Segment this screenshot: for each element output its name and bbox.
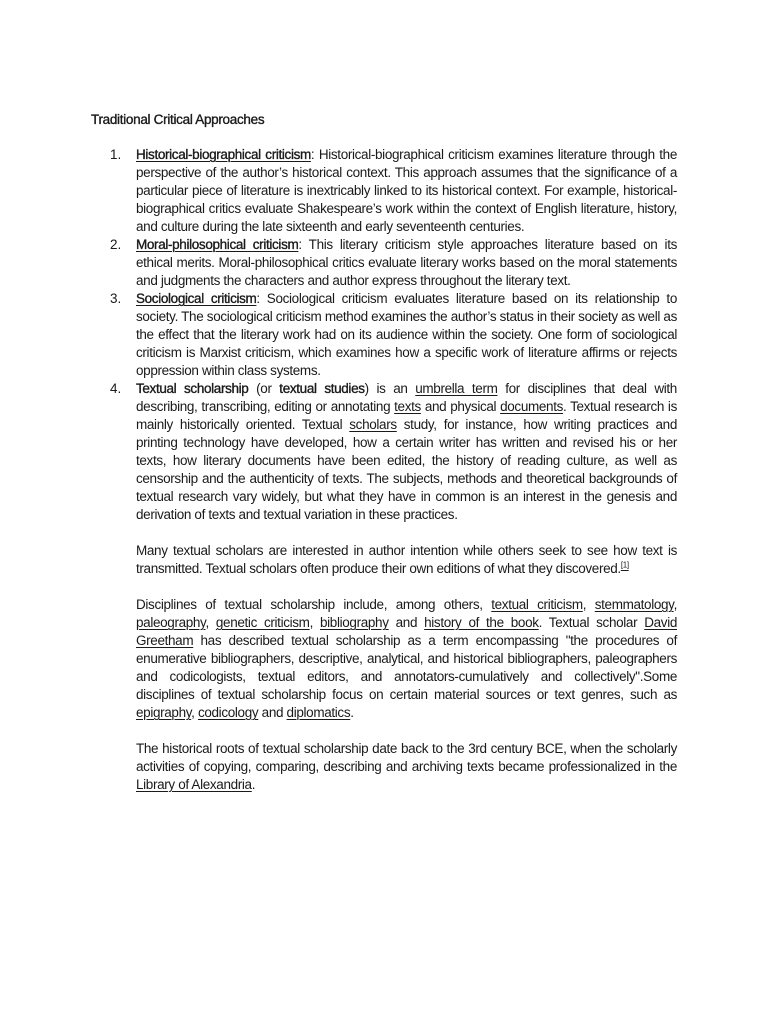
list-item-textual	[0, 380, 768, 794]
term-textual-scholarship: Textual scholarship	[136, 381, 249, 396]
link-scholars[interactable]: scholars	[349, 417, 397, 432]
approaches-list	[0, 146, 768, 812]
section-title: Traditional Critical Approaches	[91, 112, 265, 127]
link-textual-criticism[interactable]: textual criticism	[491, 597, 583, 612]
link-diplomatics[interactable]: diplomatics	[286, 705, 351, 720]
link-stemmatology[interactable]: stemmatology	[594, 597, 674, 612]
item-number: 2.	[110, 237, 122, 252]
paragraph-definition: Textual scholarship (or textual studies) is an umbrella term for disciplines that deal with describing, transcribing, editing or annotating texts and physical documents. Textual research is mainly historically oriented. Textual scholars study, for instance, how writing practices and printing technology have developed, how a certain writer has written and revised his or her texts, how literary documents have been edited, the history of reading culture, as well as censorship and the authenticity of texts. The subjects, methods and theoretical backgrounds of textual research vary widely, but what they have in common is an interest in the genesis and derivation of texts and textual variation in these practices.	[136, 381, 677, 522]
item-body	[136, 380, 677, 794]
footnote-link[interactable]: [1]	[620, 560, 629, 570]
term-historical-biographical: Historical-biographical criticism	[136, 147, 311, 162]
item-text: : This literary criticism style approaches literature based on its ethical merits. Moral-philosophical critics evaluate literary works based on the moral statements and judgments the characters and author express throughout the literary text.	[136, 237, 678, 288]
link-paleography[interactable]: paleography	[136, 615, 206, 630]
item-number: 4.	[110, 381, 122, 396]
item-text: : Historical-biographical criticism examines literature through the perspective of the author’s historical context. This approach assumes that the significance of a particular piece of literature is inextricably linked to its historical context. For example, historical-biographical critics evaluate Shakespeare’s work within the context of English literature, history, and culture during the late sixteenth and early seventeenth centuries.	[136, 147, 677, 234]
list-item-moral	[0, 236, 768, 290]
link-library-of-alexandria[interactable]: Library of Alexandria	[136, 777, 252, 792]
term-sociological: Sociological criticism	[136, 291, 257, 306]
link-epigraphy[interactable]: epigraphy	[136, 705, 192, 720]
link-codicology[interactable]: codicology	[197, 705, 259, 720]
item-number: 1.	[110, 147, 122, 162]
link-umbrella-term[interactable]: umbrella term	[415, 381, 498, 396]
paragraph-transmission: Many textual scholars are interested in author intention while others seek to see how text is transmitted. Textual scholars often produce their own editions of what they discovered.[1]	[136, 543, 677, 576]
item-body	[136, 290, 677, 380]
item-number: 3.	[110, 291, 122, 306]
link-genetic-criticism[interactable]: genetic criticism	[215, 615, 310, 630]
link-documents[interactable]: documents	[500, 399, 563, 414]
list-item-sociological	[0, 290, 768, 380]
link-history-of-the-book[interactable]: history of the book	[424, 615, 539, 630]
item-body	[136, 236, 677, 290]
link-david-greetham[interactable]: David Greetham	[136, 615, 677, 648]
term-moral-philosophical: Moral-philosophical criticism	[136, 237, 299, 252]
paragraph-historical-roots: The historical roots of textual scholarship date back to the 3rd century BCE, when the scholarly activities of copying, comparing, describing and archiving texts became professionalized in the Library of Alexandria.	[136, 741, 677, 792]
item-text: : Sociological criticism evaluates literature based on its relationship to society. The sociological criticism method examines the author’s status in their society as well as the effect that the literary work had on its audience within the society. One form of sociological criticism is Marxist criticism, which examines how a specific work of literature affirms or rejects oppression within class systems.	[136, 291, 677, 378]
item-body	[136, 146, 677, 236]
link-bibliography[interactable]: bibliography	[320, 615, 389, 630]
link-texts[interactable]: texts	[394, 399, 421, 414]
paragraph-disciplines: Disciplines of textual scholarship include, among others, textual criticism, stemmatology, paleography, genetic criticism, bibliography and history of the book. Textual scholar David Greetham has described textual scholarship as a term encompassing "the procedures of enumerative bibliographers, descriptive, analytical, and historical bibliographers, paleographers and codicologists, textual editors, and annotators-cumulatively and collectively".Some disciplines of textual scholarship focus on certain material sources or text genres, such as epigraphy, codicology and diplomatics.	[136, 597, 677, 720]
term-textual-studies: textual studies	[279, 381, 365, 396]
list-item-historical	[0, 146, 768, 236]
